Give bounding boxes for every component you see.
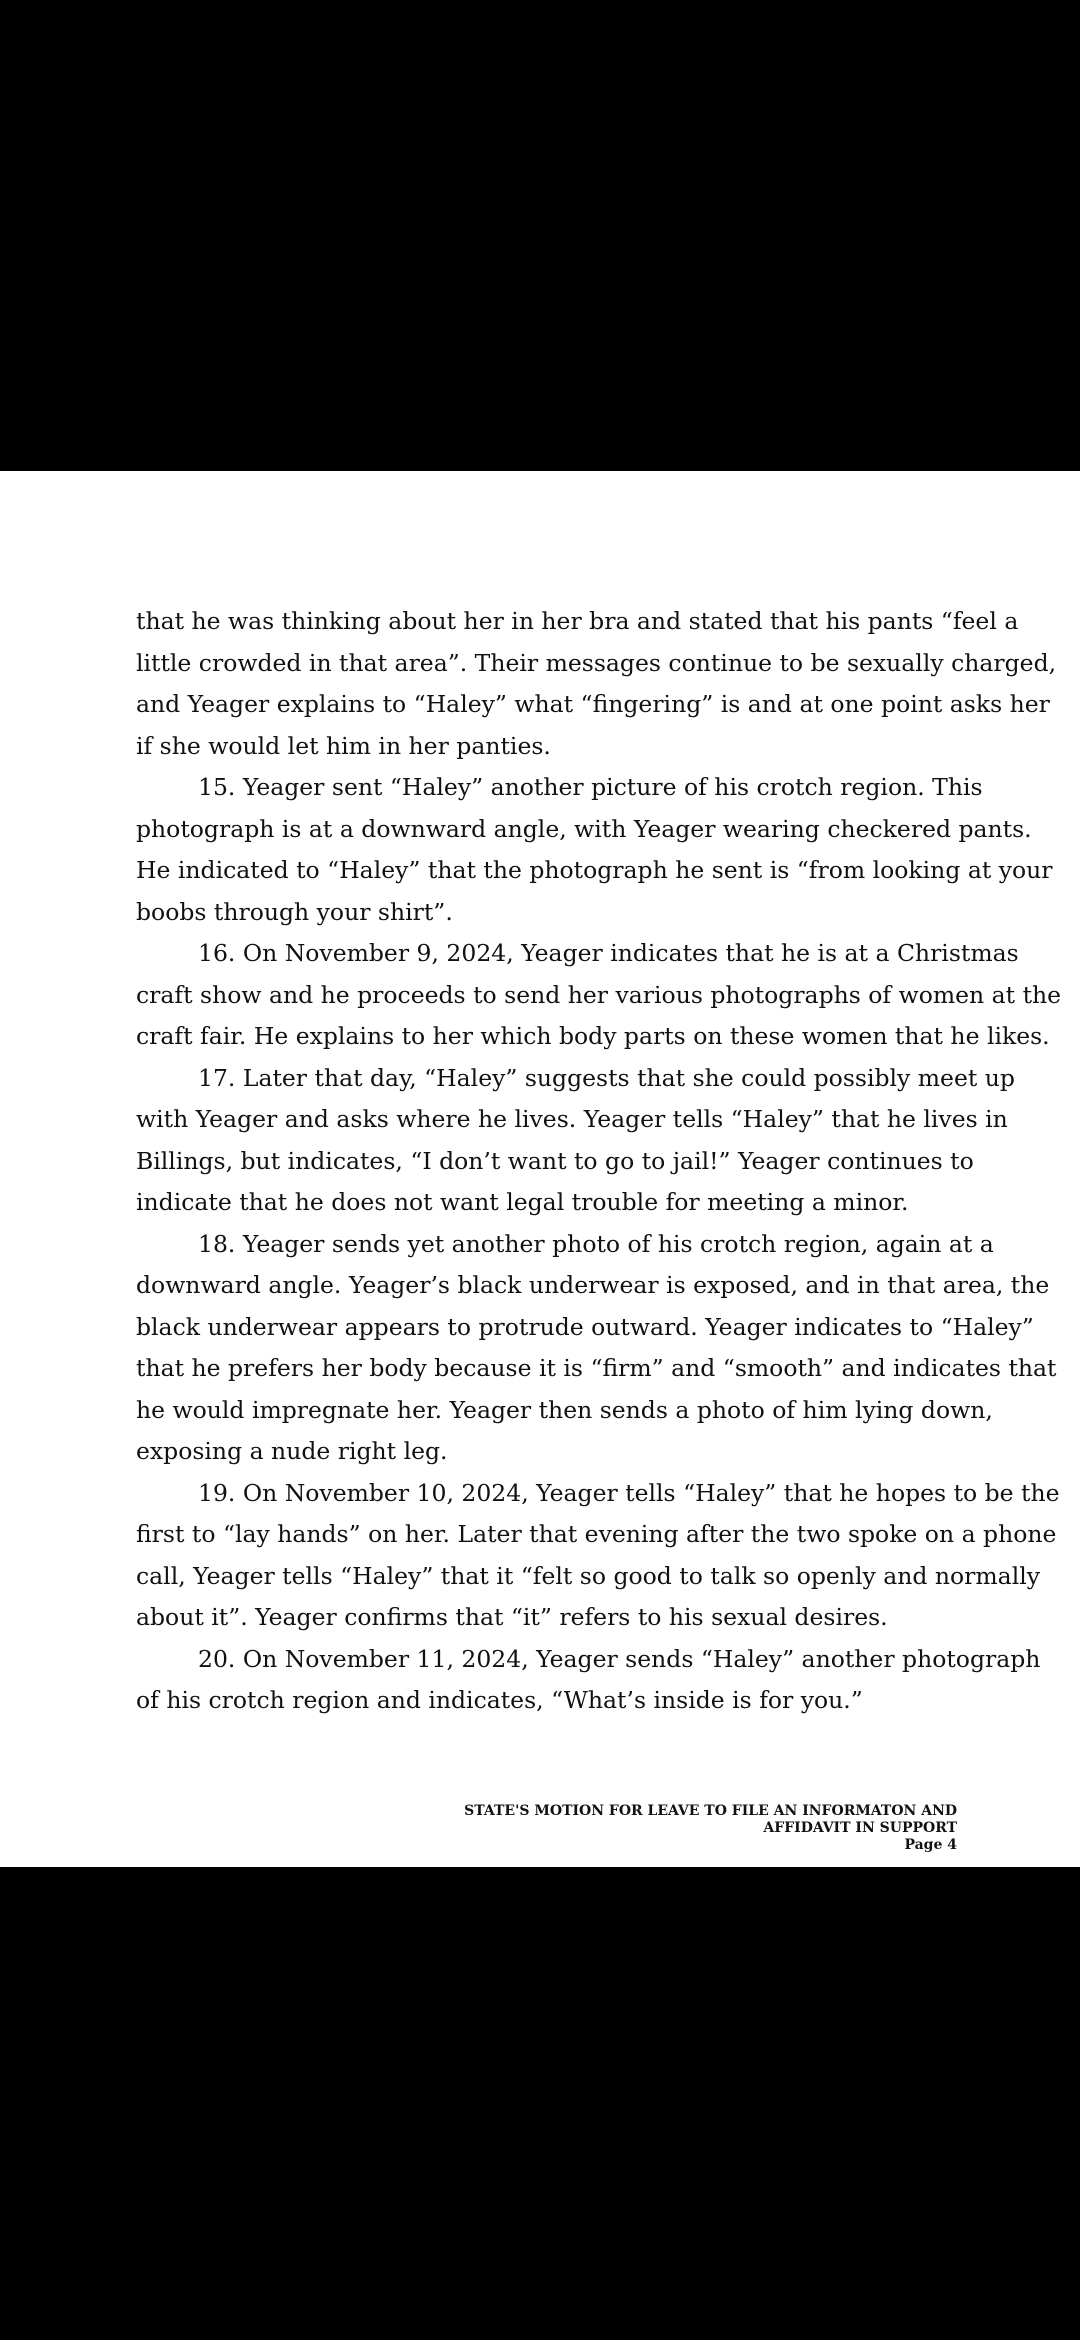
text-line: black underwear appears to protrude outward. Yeager indicates to “Haley” (136, 1312, 1034, 1341)
footer-page-number: Page 4 (904, 1837, 957, 1853)
text-line: craft fair. He explains to her which body parts on these women that he likes. (136, 1022, 1050, 1050)
text-line: that he prefers her body because it is “firm” and “smooth” and indicates that (136, 1354, 1057, 1382)
text-line: with Yeager and asks where he lives. Yeager tells “Haley” that he lives in (136, 1105, 1008, 1133)
document-body (136, 601, 1062, 1722)
text-line: about it”. Yeager confirms that “it” refers to his sexual desires. (136, 1603, 888, 1631)
text-line: exposing a nude right leg. (136, 1437, 448, 1465)
text-line: 19. On November 10, 2024, Yeager tells “Haley” that he hopes to be the (198, 1478, 1060, 1507)
text-line: 18. Yeager sends yet another photo of his crotch region, again at a (198, 1229, 994, 1258)
page-footer (464, 1803, 957, 1854)
footer-title-line-1: STATE'S MOTION FOR LEAVE TO FILE AN INFORMATON AND (464, 1803, 957, 1819)
text-line: 20. On November 11, 2024, Yeager sends “Haley” another photograph (198, 1644, 1041, 1673)
text-line: craft show and he proceeds to send her various photographs of women at the (136, 980, 1062, 1009)
text-line: 16. On November 9, 2024, Yeager indicates that he is at a Christmas (198, 939, 1019, 967)
text-line: He indicated to “Haley” that the photograph he sent is “from looking at your (136, 856, 1053, 884)
text-line: downward angle. Yeager’s black underwear is exposed, and in that area, the (136, 1271, 1050, 1299)
footer-title-line-2: AFFIDAVIT IN SUPPORT (763, 1820, 957, 1836)
document-page (0, 471, 1080, 1867)
top-black-band (0, 0, 1080, 471)
text-line: that he was thinking about her in her bra and stated that his pants “feel a (136, 607, 1019, 635)
text-line: 17. Later that day, “Haley” suggests that she could possibly meet up (198, 1063, 1015, 1092)
bottom-black-band (0, 1867, 1080, 2340)
text-line: if she would let him in her panties. (136, 731, 551, 760)
text-line: call, Yeager tells “Haley” that it “felt so good to talk so openly and normally (136, 1561, 1041, 1590)
text-line: and Yeager explains to “Haley” what “fingering” is and at one point asks her (136, 690, 1050, 718)
text-line: he would impregnate her. Yeager then sends a photo of him lying down, (136, 1395, 993, 1424)
text-line: photograph is at a downward angle, with Yeager wearing checkered pants. (136, 814, 1032, 843)
text-line: little crowded in that area”. Their messages continue to be sexually charged, (136, 648, 1057, 677)
text-line: 15. Yeager sent “Haley” another picture of his crotch region. This (198, 773, 983, 801)
text-line: boobs through your shirt”. (136, 897, 453, 926)
text-line: of his crotch region and indicates, “What’s inside is for you.” (136, 1686, 863, 1714)
text-line: first to “lay hands” on her. Later that evening after the two spoke on a phone (136, 1520, 1057, 1548)
text-line: indicate that he does not want legal trouble for meeting a minor. (136, 1188, 909, 1216)
text-line: Billings, but indicates, “I don’t want to go to jail!” Yeager continues to (136, 1146, 974, 1175)
